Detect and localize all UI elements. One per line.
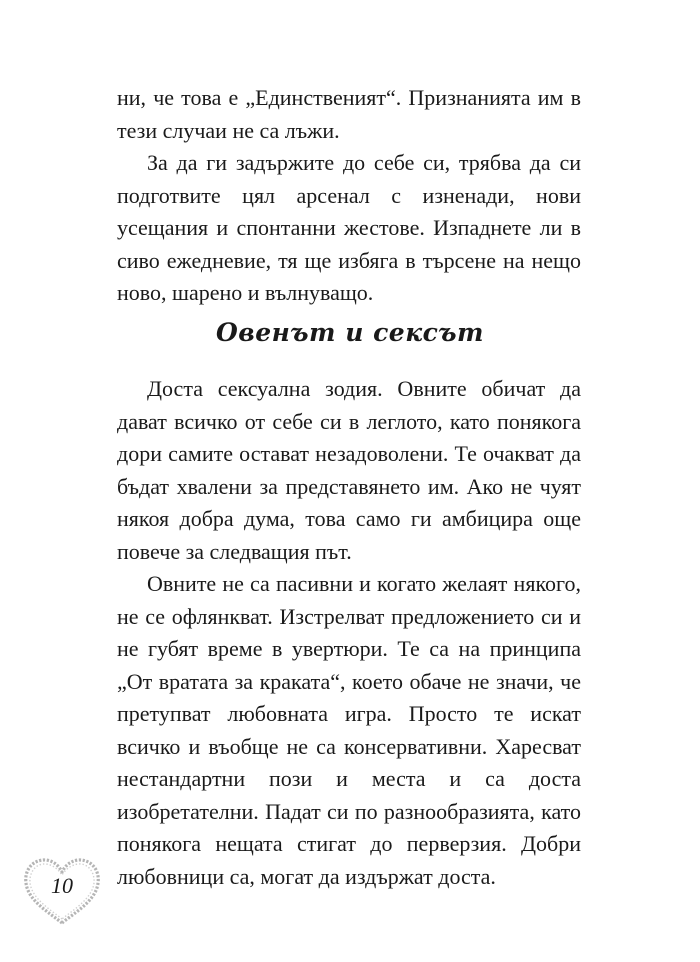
page-number-ornament [20, 853, 104, 929]
page-number: 10 [51, 873, 73, 898]
paragraph: За да ги задържите до себе си, трябва да си подготвите цял арсенал с изненади, нови усещания и спонтанни жестове. Изпаднете ли в сиво ежедневие, тя ще избяга в търсене на нещо ново, шарено и вълнуващо. [117, 150, 581, 305]
section-heading: Овенът и сексът [216, 318, 484, 347]
paragraph: Овните не са пасивни и когато желаят някого, не се офлянкват. Изстрелват предложението си и не губят време в увертюри. Те са на принципа „От вратата за краката“, което обаче не значи, че претупват любовната игра. Просто те искат всичко и въобще не са консервативни. Харесват нестандартни пози и места и са доста изобретателни. Падат си по разнообразията, като понякога нещата стигат до перверзия. Добри любовници са, могат да издържат доста. [117, 571, 581, 889]
paragraph: Доста сексуална зодия. Овните обичат да дават всичко от себе си в леглото, като понякога дори самите остават незадоволени. Те очакват да бъдат хвалени за представянето им. Ако не чуят някоя добра дума, това само ги амбицира още повече за следващия път. [117, 376, 581, 564]
top-text-block [117, 82, 581, 310]
paragraph-continued: ни, че това е „Единственият“. Признанията им в тези случаи не са лъжи. [117, 85, 581, 143]
section-body [117, 373, 581, 893]
